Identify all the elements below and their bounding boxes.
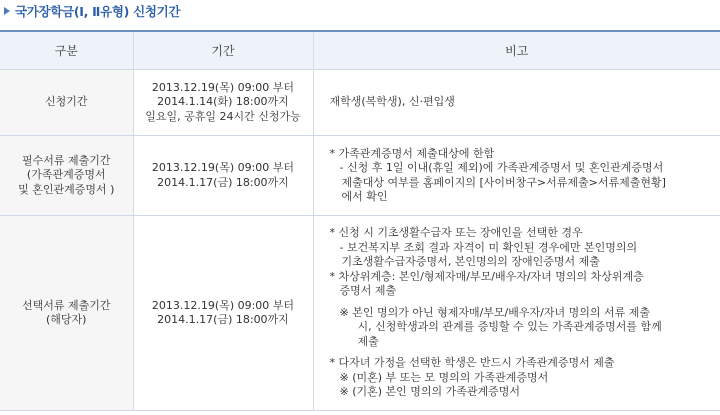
row-category-cell (0, 70, 133, 136)
category-label-line: 신청기간 (44, 95, 88, 109)
remarks-line: - 보건복지부 조회 결과 자격이 미 확인된 경우에만 본인명의의 (339, 240, 638, 254)
row-remarks-cell (313, 70, 720, 136)
remarks-line: ※ (미혼) 부 또는 모 명의의 가족관계증명서 (339, 370, 549, 384)
category-label-line: (가족관계증명서 (26, 168, 106, 182)
remarks-line: 시, 신청학생과의 관계를 증빙할 수 있는 가족관계증명서를 함께 (357, 320, 662, 334)
remarks-line: * 가족관계증명서 제출대상에 한함 (329, 146, 495, 160)
table-header-row (0, 31, 720, 70)
category-label-line: 선택서류 제출기간 (21, 298, 111, 312)
header-remarks: 비고 (313, 31, 720, 70)
schedule-table (0, 30, 720, 411)
remarks-line: - 신청 후 1일 이내(휴일 제외)에 가족관계증명서 및 혼인관계증명서 (339, 161, 664, 174)
row-category-cell (0, 216, 133, 411)
period-line: 2013.12.19(목) 09:00 부터 (151, 80, 295, 94)
remarks-line: 기초생활수급자증명서, 본인명의의 장애인증명서 제출 (341, 255, 600, 269)
row-remarks-cell (313, 136, 720, 216)
row-period-cell (133, 70, 313, 136)
period-line: 일요일, 공휴일 24시간 신청가능 (145, 109, 301, 123)
row-remarks-cell (313, 216, 720, 411)
remarks-line: 제출 (357, 334, 379, 348)
row-period-cell (133, 216, 313, 411)
remarks-line: 에서 확인 (341, 190, 388, 203)
header-period: 기간 (133, 31, 313, 70)
row-period-cell (133, 136, 313, 216)
section-title-bar (0, 0, 720, 22)
remarks-line: * 다자녀 가정을 선택한 학생은 반드시 가족관계증명서 제출 (329, 356, 615, 370)
remarks-line: 제출대상 여부를 홈페이지의 [사이버창구>서류제출>서류제출현황] (341, 175, 666, 189)
remarks-line: 재학생(복학생), 신·편입생 (329, 95, 455, 109)
table-row (0, 70, 720, 136)
remarks-spacer (328, 299, 711, 306)
row-category-cell (0, 136, 133, 216)
category-label-line: 필수서류 제출기간 (21, 153, 111, 167)
page-title: 국가장학금(Ⅰ, Ⅱ유형) 신청기간 (15, 4, 181, 19)
table-row (0, 136, 720, 216)
remarks-line: * 차상위계층: 본인/형제자매/부모/배우자/자녀 명의의 차상위계층 (329, 269, 644, 283)
remarks-line: ※ 본인 명의가 아닌 형제자매/부모/배우자/자녀 명의의 서류 제출 (339, 305, 650, 319)
period-line: 2013.12.19(목) 09:00 부터 (151, 298, 295, 312)
table-row (0, 216, 720, 411)
remarks-line: * 신청 시 기초생활수급자 또는 장애인을 선택한 경우 (329, 226, 583, 240)
period-line: 2013.12.19(목) 09:00 부터 (151, 161, 295, 174)
remarks-line: ※ (기혼) 본인 명의의 가족관계증명서 (339, 385, 521, 399)
remarks-line: 증명서 제출 (339, 284, 397, 298)
arrow-right-icon (4, 7, 10, 15)
period-line: 2014.1.17(금) 18:00까지 (157, 313, 289, 326)
category-label-line: 및 혼인관계증명서 ) (18, 182, 115, 196)
period-line: 2014.1.17(금) 18:00까지 (157, 175, 289, 189)
category-label-line: (해당자) (46, 313, 87, 326)
header-category: 구분 (0, 31, 133, 70)
period-line: 2014.1.14(화) 18:00까지 (157, 95, 289, 109)
